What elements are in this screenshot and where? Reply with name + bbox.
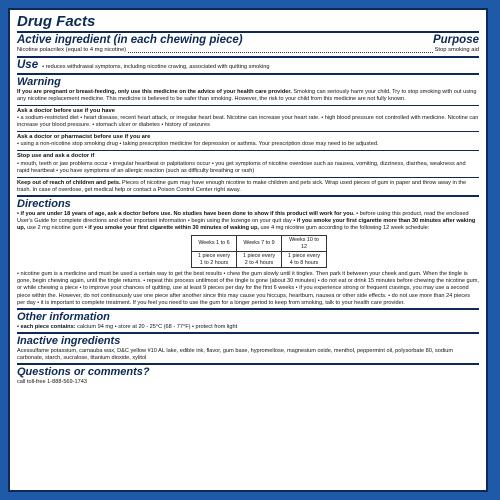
schedule-dose-cell xyxy=(282,252,327,268)
active-ingredient-row xyxy=(17,47,479,55)
dosing-schedule-table xyxy=(191,235,327,268)
stop-use-heading: Stop use and ask a doctor if xyxy=(17,153,95,160)
schedule-dose-line: 1 to 2 hours xyxy=(199,259,229,266)
schedule-dose-line: 1 piece every xyxy=(287,253,321,260)
schedule-dose-line: 1 piece every xyxy=(197,253,231,260)
questions-text: call toll-free 1-888-569-1743 xyxy=(17,378,87,385)
divider xyxy=(17,177,479,178)
divider xyxy=(17,131,479,132)
active-ingredient-heading: Active ingredient (in each chewing piece) xyxy=(17,34,243,46)
warning-pregnant-text: Smoking can seriously harm your child. Try to stop smoking with out using any nicotine replacement medicine. This medicine is believed to be safer than smoking. However, the risk to your child from this medicine are not fully known. xyxy=(17,88,477,102)
schedule-header-cell: Weeks 7 to 9 xyxy=(237,236,282,252)
drug-facts-title: Drug Facts xyxy=(17,13,96,30)
purpose-text: Stop smoking aid xyxy=(434,47,479,53)
schedule-dose-cell xyxy=(192,252,237,268)
directions-bold-3: • if you smoke your first cigarette within 30 minutes of waking up, xyxy=(84,225,259,232)
active-ingredient-name: Nicotine polacrilex (equal to 4 mg nicotine) xyxy=(17,47,127,53)
schedule-header-cell: Weeks 1 to 6 xyxy=(192,236,237,252)
divider xyxy=(17,308,479,310)
schedule-header-cell: Weeks 10 to 12 xyxy=(282,236,327,252)
divider xyxy=(17,73,479,75)
divider xyxy=(17,105,479,106)
divider xyxy=(17,56,479,58)
purpose-heading: Purpose xyxy=(432,34,479,46)
schedule-header-row xyxy=(192,236,327,252)
divider xyxy=(17,31,479,33)
other-information-text xyxy=(17,324,479,331)
other-info-text: calcium 94 mg • store at 20 - 25°C (68 - 77°F) • protect from light xyxy=(75,323,238,330)
stop-use-text: • mouth, teeth or jaw problems occur • irregular heartbeat or palpitations occur • you get symptoms of nicotine overdose such as nausea, vomiting, dizziness, diarrhea, weakness and rapid heartbeat • you have symptoms of an allergic reaction (such as difficulty breathing or rash) xyxy=(17,160,466,174)
ask-doctor-text: • a sodium-restricted diet • heart disease, recent heart attack, or irregular heart beat. Nicotine can increase your heart rate. • high blood pressure not controlled with medicine. Nicotine can increase your blood pressure. • stomach ulcer or diabetes • history of seizures xyxy=(17,114,479,128)
directions-bold-2: • if you smoke your first cigarette more than 30 minutes after waking up, xyxy=(17,218,476,232)
use-heading: Use xyxy=(17,58,39,71)
directions-text xyxy=(17,211,479,232)
dot-leader xyxy=(128,47,432,53)
divider xyxy=(17,195,479,197)
schedule-dose-cell xyxy=(237,252,282,268)
ask-pharmacist-heading: Ask a doctor or pharmacist before use if you are xyxy=(17,134,151,141)
inactive-ingredients-heading: Inactive ingredients xyxy=(17,334,121,347)
ask-pharmacist-text: • using a non-nicotine stop smoking drug • taking prescription medicine for depression or asthma. Your prescription dose may need to be adjusted. xyxy=(17,141,379,148)
other-information-heading: Other information xyxy=(17,310,110,323)
directions-text-1: • before using this product, read the enclosed User's Guide for complete directions and other important information • begin using the lozenge on your quit day xyxy=(17,210,469,225)
divider xyxy=(17,363,479,365)
schedule-dose-row xyxy=(192,252,327,268)
inactive-ingredients-text: Acessulfame potassium, carnauba wax, D&C yellow #10 AL lake, edible ink, flavor, gum base, hypromellose, magnesium oxide, menthol, peppermint oil, polysorbate 80, sodium carbonate, starch, sucralose, titanium dioxide, xylitol xyxy=(17,347,454,361)
warning-pregnant xyxy=(17,89,479,103)
schedule-dose-line: 4 to 8 hours xyxy=(289,259,319,266)
directions-text-3: use 4 mg nicotine gum according to the following 12 week schedule: xyxy=(258,225,430,232)
warning-pregnant-bold: If you are pregnant or breast-feeding, only use this medicine on the advice of your health care provider. xyxy=(17,88,292,95)
drug-facts-panel xyxy=(8,8,488,492)
use-text: • reduces withdrawal symptoms, including nicotine craving, associated with quitting smoking xyxy=(42,63,270,70)
questions-heading: Questions or comments? xyxy=(17,365,150,378)
keep-out-bold: Keep out of reach of children and pets. xyxy=(17,179,121,186)
keep-out-text: Pieces of nicotine gum may have enough nicotine to make children and pets sick. Wrap used pieces of gum in paper and throw away in the trash. In case of overdose, get medical help or contact a Poison Control Center right away. xyxy=(17,179,467,193)
schedule-dose-line: 1 piece every xyxy=(242,253,276,260)
schedule-dose-line: 2 to 4 hours xyxy=(244,259,274,266)
use-section xyxy=(17,59,479,72)
warning-heading: Warning xyxy=(17,75,61,88)
directions-heading: Directions xyxy=(17,197,71,210)
keep-out-of-reach xyxy=(17,180,479,194)
directions-bold-1: • if you are under 18 years of age, ask a doctor before use. No studies have been done to show if this product will work for you. xyxy=(17,210,355,217)
divider xyxy=(17,150,479,151)
directions-more-text: • nicotine gum is a medicine and must be used a certain way to get the best results • chew the gum slowly until it tingles. Then park it between your cheek and gum. When the tingle is gone, begin chewing again, until the tingle returns. • repeat this process untilmost of the tingle is gone (about 30 minutes) • do not eat or drink 15 minutes before chewing the nicotine gum, or while chewing a piece • to improve your chances of quitting, use at least 9 pieces per day for the first 6 weeks • if you experience strong or frequent cravings, you may use a second piece within the. However, do not continuously use one piece after another since this may cause you hiccups, heartburn, nausea or other side effects. • do not use more than 24 pieces per day • it is important to complete treatment. If you feel you need to use the gum for a longer period to keep from smoking, talk to your health care provider. xyxy=(17,271,479,306)
divider xyxy=(17,332,479,334)
directions-text-2: use 2 mg nicotine gum xyxy=(25,225,85,232)
other-info-bold: • each piece contains: xyxy=(17,323,76,330)
ask-doctor-heading: Ask a doctor before use if you have xyxy=(17,107,115,114)
active-ingredient-header-row xyxy=(17,34,479,47)
